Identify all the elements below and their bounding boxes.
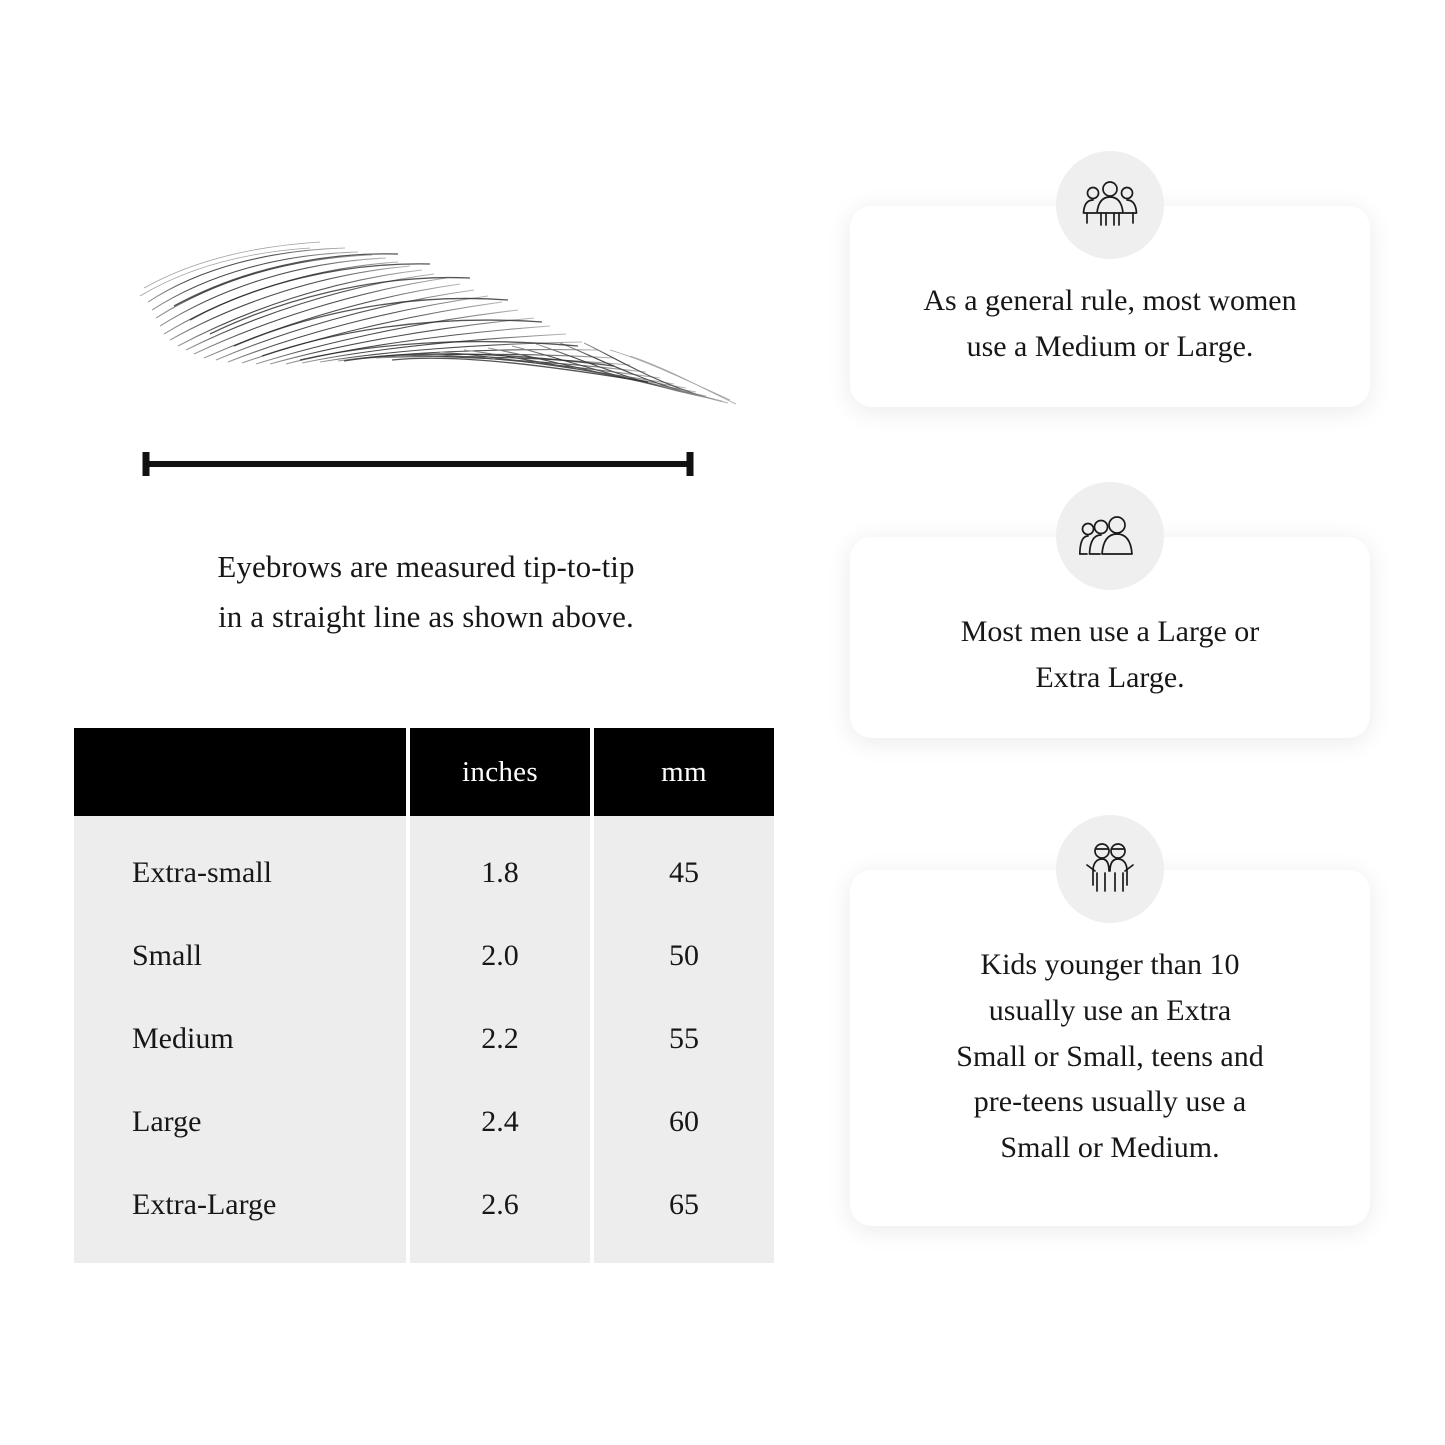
kids-text-line-5: Small or Medium. [1000,1130,1220,1164]
measurement-panel [70,150,770,1263]
row-size-label: Large [74,1080,406,1163]
table-header-size [74,728,406,816]
women-group-glyph [1079,177,1141,233]
table-row [74,997,774,1080]
row-size-label: Medium [74,997,406,1080]
row-size-label: Extra-small [74,816,406,914]
info-card-women [850,206,1370,407]
men-group-icon [1056,482,1164,590]
women-text-line-1: As a general rule, most women [923,284,1297,317]
table-header-mm: mm [594,728,774,816]
eyebrow-illustration [130,210,750,430]
men-text-line-1: Most men use a Large or [960,615,1260,649]
men-text-line-2: Extra Large. [1035,660,1185,694]
table-header-row [74,728,774,816]
kids-group-icon [1056,815,1164,923]
row-size-label: Small [74,914,406,997]
women-group-icon [1056,151,1164,259]
info-card-women-text [890,278,1330,369]
guidance-panel [850,160,1370,1318]
measurement-caption [126,542,726,642]
info-card-kids [850,870,1370,1226]
kids-text-line-4: pre-teens usually use a [973,1085,1247,1119]
kids-text-line-2: usually use an Extra [988,993,1232,1027]
table-header-inches: inches [410,728,590,816]
row-mm-value: 50 [594,914,774,997]
women-text-line-2: use a Medium or Large. [966,329,1254,363]
row-mm-value: 45 [594,816,774,914]
ruler-graphic [142,448,694,480]
info-card-men-text [890,609,1330,700]
men-group-glyph [1079,510,1141,562]
eyebrow-graphic [130,210,750,410]
table-row [74,1163,774,1263]
row-inches-value: 2.6 [410,1163,590,1263]
row-inches-value: 2.0 [410,914,590,997]
row-mm-value: 65 [594,1163,774,1263]
kids-text-line-3: Small or Small, teens and [956,1039,1264,1073]
measurement-ruler [142,448,694,480]
table-row [74,816,774,914]
kids-text-line-1: Kids younger than 10 [980,948,1240,982]
kids-group-glyph [1081,839,1139,899]
row-inches-value: 2.4 [410,1080,590,1163]
caption-line-2: in a straight line as shown above. [218,599,634,635]
row-mm-value: 55 [594,997,774,1080]
row-inches-value: 2.2 [410,997,590,1080]
info-card-kids-text [890,942,1330,1170]
info-card-men [850,537,1370,738]
size-chart-table [70,728,778,1263]
row-size-label: Extra-Large [74,1163,406,1263]
caption-line-1: Eyebrows are measured tip-to-tip [217,549,635,584]
table-row [74,914,774,997]
row-inches-value: 1.8 [410,816,590,914]
row-mm-value: 60 [594,1080,774,1163]
table-row [74,1080,774,1163]
